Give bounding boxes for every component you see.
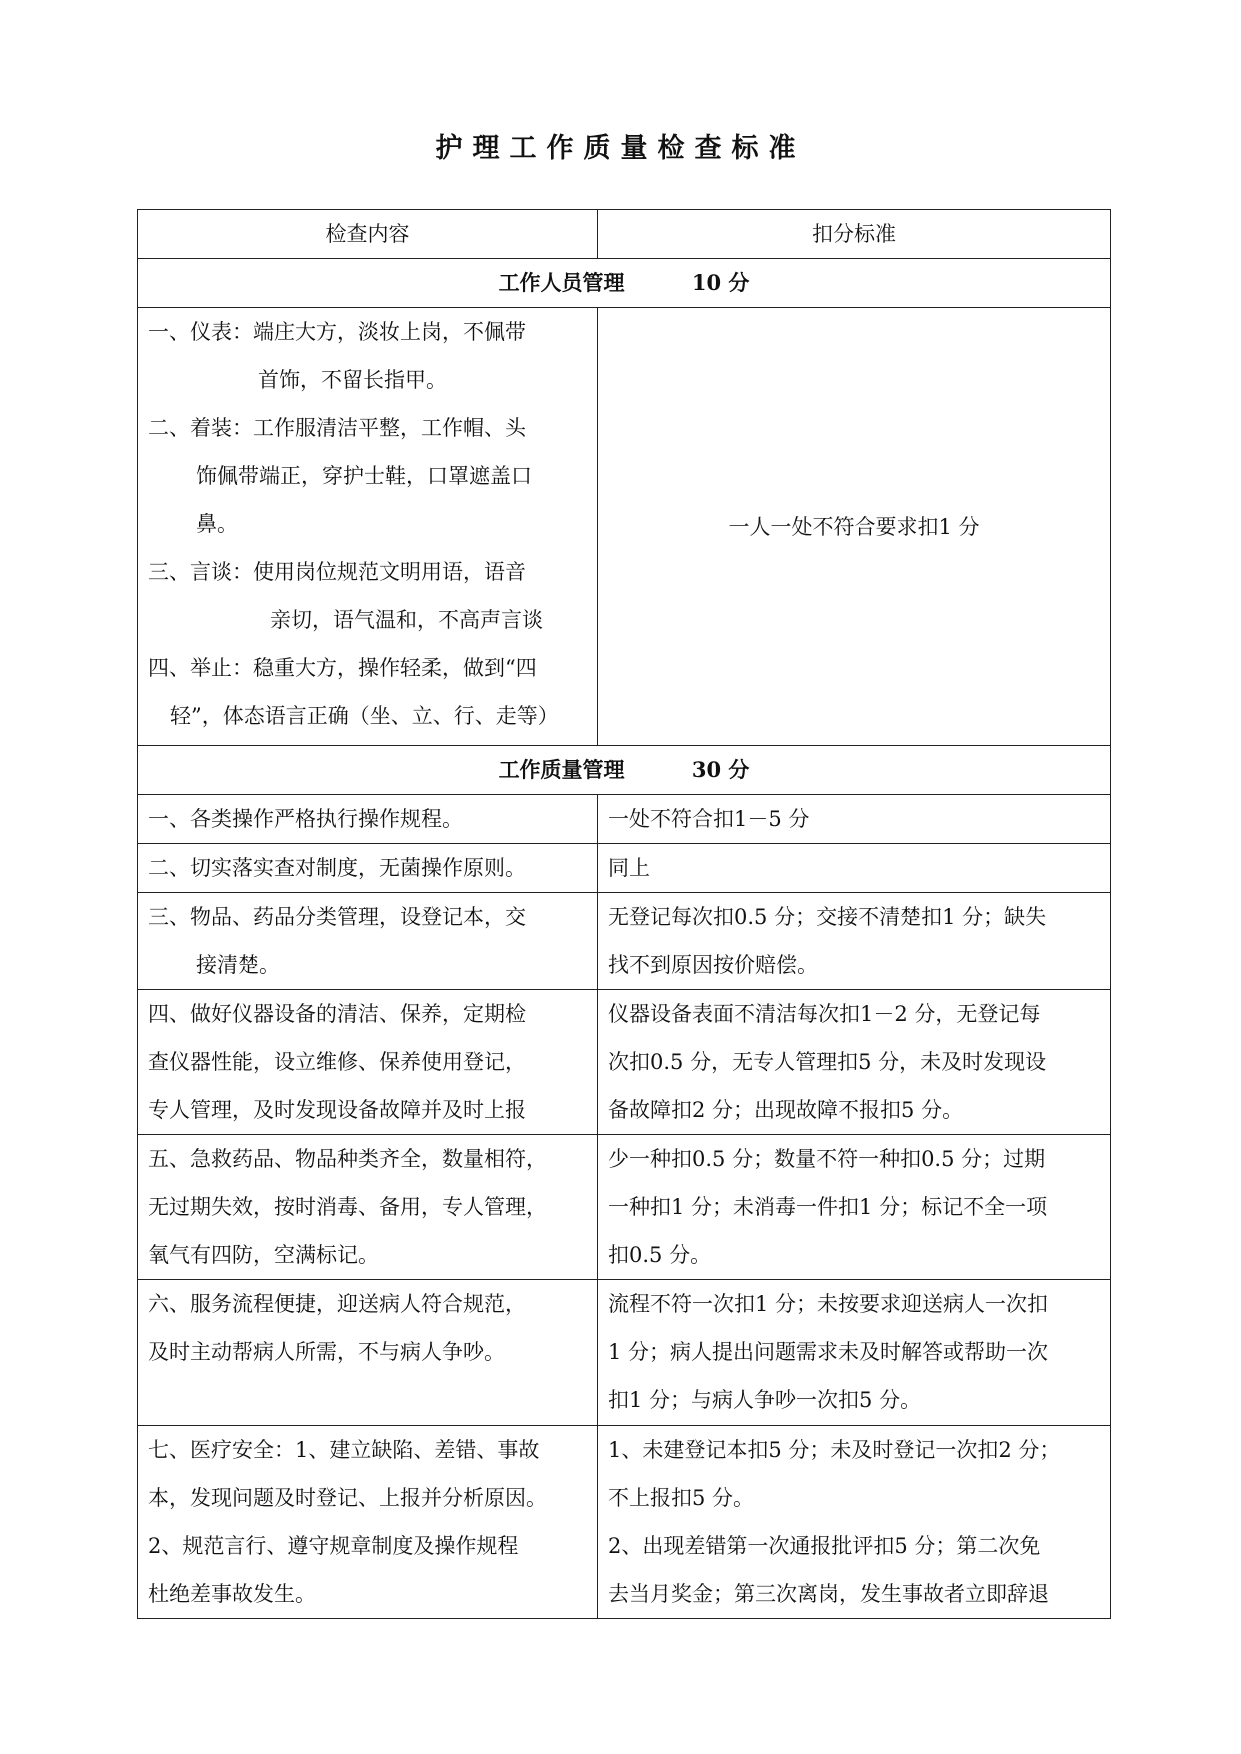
- content-line: 及时主动帮病人所需，不与病人争吵。: [148, 1340, 505, 1364]
- section-name: 工作人员管理: [498, 270, 625, 295]
- table-row: [138, 990, 1111, 1135]
- content-line: 2、规范言行、遵守规章制度及操作规程: [148, 1534, 519, 1558]
- content-cell: [138, 893, 598, 990]
- content-line: 杜绝差事故发生。: [148, 1582, 316, 1606]
- deduct-line: 少一种扣0.5 分；数量不符一种扣0.5 分；过期: [608, 1147, 1046, 1171]
- section-row-staff: [138, 259, 1111, 308]
- deduct-line: 同上: [608, 856, 650, 880]
- content-line: 四、举止：稳重大方，操作轻柔，做到“四: [148, 656, 537, 680]
- content-cell: [138, 1280, 598, 1426]
- deduct-line: 不上报扣5 分。: [608, 1486, 755, 1510]
- content-line: 亲切，语气温和，不高声言谈: [270, 608, 543, 632]
- deduct-line: 扣1 分；与病人争吵一次扣5 分。: [608, 1388, 922, 1412]
- deduct-line: 一处不符合扣1－5 分: [608, 807, 810, 831]
- table-header-row: [138, 210, 1111, 259]
- deduct-line: 1 分；病人提出问题需求未及时解答或帮助一次: [608, 1340, 1049, 1364]
- deduct-line: 2、出现差错第一次通报批评扣5 分；第二次免: [608, 1534, 1041, 1558]
- content-line: 饰佩带端正，穿护士鞋，口罩遮盖口: [196, 464, 532, 488]
- content-line: 查仪器性能，设立维修、保养使用登记，: [148, 1050, 526, 1074]
- content-line: 四、做好仪器设备的清洁、保养，定期检: [148, 1002, 526, 1026]
- deduct-line: 1、未建登记本扣5 分；未及时登记一次扣2 分；: [608, 1438, 1061, 1462]
- deduct-line: 仪器设备表面不清洁每次扣1－2 分，无登记每: [608, 1002, 1041, 1026]
- deduct-cell: [598, 1280, 1111, 1426]
- table-row: [138, 795, 1111, 844]
- content-line: 五、急救药品、物品种类齐全，数量相符，: [148, 1147, 547, 1171]
- section-name: 工作质量管理: [498, 757, 625, 782]
- deduct-line: 一人一处不符合要求扣1 分: [728, 514, 980, 539]
- deduct-line: 扣0.5 分。: [608, 1243, 712, 1267]
- deduct-line: 找不到原因按价赔偿。: [608, 953, 818, 977]
- deduct-line: 一种扣1 分；未消毒一件扣1 分；标记不全一项: [608, 1195, 1048, 1219]
- content-cell: [138, 795, 598, 844]
- deduct-cell: [598, 795, 1111, 844]
- content-line: 轻”，体态语言正确（坐、立、行、走等）: [170, 704, 559, 728]
- content-cell: [138, 1135, 598, 1280]
- deduct-cell: [598, 1426, 1111, 1619]
- deduct-cell: [598, 1135, 1111, 1280]
- content-line: 三、物品、药品分类管理，设登记本，交: [148, 905, 526, 929]
- content-line: 首饰，不留长指甲。: [258, 368, 447, 392]
- deduct-line: 次扣0.5 分，无专人管理扣5 分，未及时发现设: [608, 1050, 1047, 1074]
- deduct-line: 备故障扣2 分；出现故障不报扣5 分。: [608, 1098, 964, 1122]
- section-score: 30 分: [691, 757, 750, 782]
- table-row: [138, 1135, 1111, 1280]
- content-line: 接清楚。: [196, 953, 280, 977]
- table-row: [138, 1280, 1111, 1426]
- table-row: [138, 308, 1111, 746]
- page-title: 护理工作质量检查标准: [435, 133, 806, 164]
- content-line: 本，发现问题及时登记、上报并分析原因。: [148, 1486, 547, 1510]
- content-cell: [138, 990, 598, 1135]
- header-deduct: 扣分标准: [598, 210, 1111, 259]
- content-cell: [138, 308, 598, 746]
- deduct-cell: [598, 844, 1111, 893]
- content-cell: [138, 1426, 598, 1619]
- content-line: 专人管理，及时发现设备故障并及时上报: [148, 1098, 526, 1122]
- inspection-table: [137, 209, 1111, 1619]
- deduct-cell: [598, 893, 1111, 990]
- content-line: 三、言谈：使用岗位规范文明用语，语音: [148, 560, 526, 584]
- table-row: [138, 1426, 1111, 1619]
- content-cell: [138, 844, 598, 893]
- content-line: 六、服务流程便捷，迎送病人符合规范，: [148, 1292, 526, 1316]
- content-line: 氧气有四防，空满标记。: [148, 1243, 379, 1267]
- table-row: [138, 844, 1111, 893]
- content-line: 一、仪表：端庄大方，淡妆上岗，不佩带: [148, 320, 526, 344]
- deduct-line: 无登记每次扣0.5 分；交接不清楚扣1 分；缺失: [608, 905, 1047, 929]
- content-line: 无过期失效，按时消毒、备用，专人管理，: [148, 1195, 547, 1219]
- content-line: 鼻。: [196, 512, 238, 536]
- section-score: 10 分: [691, 270, 750, 295]
- section-row-quality: [138, 746, 1111, 795]
- content-line: 二、着装：工作服清洁平整，工作帽、头: [148, 416, 526, 440]
- deduct-cell: [598, 308, 1111, 746]
- deduct-line: 去当月奖金；第三次离岗，发生事故者立即辞退: [608, 1582, 1049, 1606]
- content-line: 二、切实落实查对制度，无菌操作原则。: [148, 856, 526, 880]
- deduct-cell: [598, 990, 1111, 1135]
- table-row: [138, 893, 1111, 990]
- content-line: 一、各类操作严格执行操作规程。: [148, 807, 463, 831]
- content-line: 七、医疗安全：1、建立缺陷、差错、事故: [148, 1438, 540, 1462]
- deduct-line: 流程不符一次扣1 分；未按要求迎送病人一次扣: [608, 1292, 1049, 1316]
- header-content: 检查内容: [138, 210, 598, 259]
